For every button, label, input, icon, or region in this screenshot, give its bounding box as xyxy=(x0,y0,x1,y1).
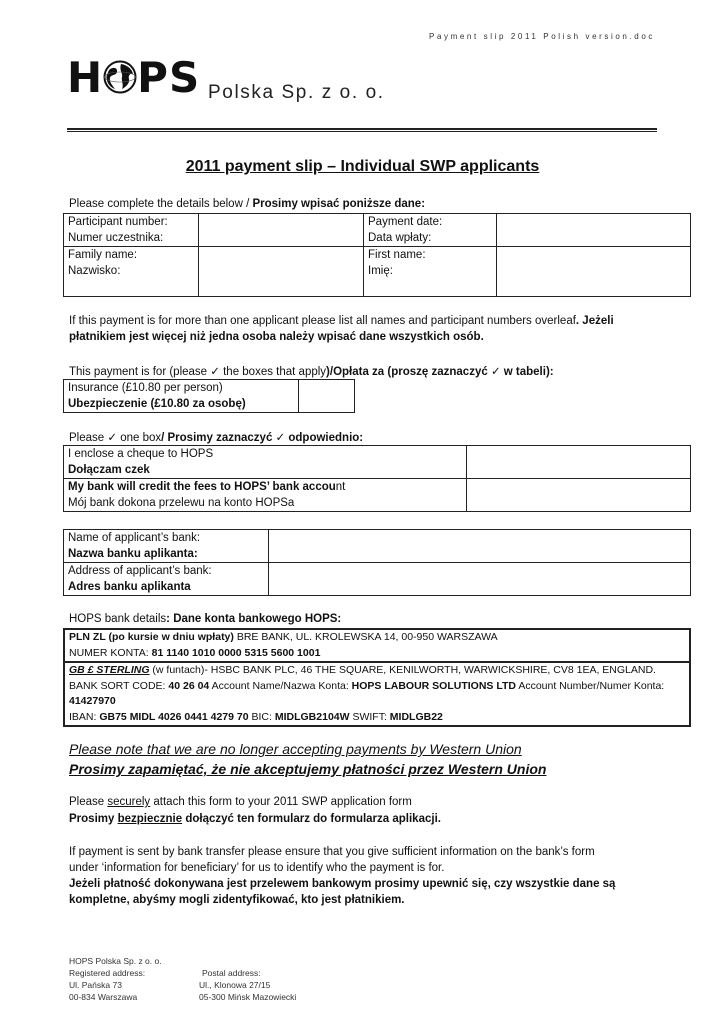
pln-account-cell: PLN ZL (po kursie w dniu wpłaty) BRE BANK, UL. KROLEWSKA 14, 00-950 WARSZAWA NUMER KONTA: 81 1140 1010 0000 5315 5600 1001 xyxy=(64,629,690,662)
transfer-option-label: My bank will credit the fees to HOPS’ bank account Mój bank dokona przelewu na konto HOPSa xyxy=(64,479,467,512)
multi-applicant-note: If this payment is for more than one applicant please list all names and participant numbers overleaf. Jeżeli xyxy=(69,315,614,327)
western-union-notice-pl: Prosimy zapamiętać, że nie akceptujemy płatności przez Western Union xyxy=(69,761,547,777)
western-union-notice-en: Please note that we are no longer accepting payments by Western Union xyxy=(69,741,522,757)
globe-icon xyxy=(103,60,137,94)
participant-number-field[interactable] xyxy=(199,214,364,247)
applicant-bank-table xyxy=(63,529,691,596)
family-name-field[interactable] xyxy=(199,247,364,297)
tick-icon: ✓ xyxy=(107,430,117,444)
footer-postal-label: Postal address: xyxy=(202,968,261,978)
transfer-info-pl-2: kompletne, abyśmy mogli zidentyfikować, kto jest płatnikiem. xyxy=(69,894,405,906)
first-name-field[interactable] xyxy=(497,247,691,297)
transfer-info-en-2: under ‘information for beneficiary’ for us to identify who the payment is for. xyxy=(69,862,445,874)
hops-bank-heading: HOPS bank details: Dane konta bankowego HOPS: xyxy=(69,613,342,625)
transfer-info-pl-1: Jeżeli płatność dokonywana jest przelewem bankowym prosimy upewnić się, czy wszystkie dane są xyxy=(69,878,616,890)
payment-for-heading: This payment is for (please ✓ the boxes that apply)/Opłata za (proszę zaznaczyć ✓ w tabeli): xyxy=(69,364,554,378)
payment-date-field[interactable] xyxy=(497,214,691,247)
cheque-option-label: I enclose a cheque to HOPS Dołączam czek xyxy=(64,446,467,479)
document-filename: Payment slip 2011 Polish version.doc xyxy=(429,32,655,41)
payment-method-table xyxy=(63,445,691,512)
gbp-account-cell: GB £ STERLING (w funtach)- HSBC BANK PLC, 46 THE SQUARE, KENILWORTH, WARWICKSHIRE, CV8 1EA, ENGLAND. BANK SORT CODE: 40 26 04 Account Name/Nazwa Konta: HOPS LABOUR SOLUTIONS LTD Account Number/Numer Konta: 41427970 IBAN: GB75 MIDL 4026 0441 4279 70 BIC: MIDLGB2104W SWIFT: MIDLGB22 xyxy=(64,662,690,726)
footer-postal-street: Ul., Klonowa 27/15 xyxy=(199,980,271,990)
tick-icon: ✓ xyxy=(275,430,286,444)
payment-date-label: Payment date: Data wpłaty: xyxy=(364,214,497,247)
applicant-details-table xyxy=(63,213,691,297)
details-intro: Please complete the details below / Prosimy wpisać poniższe dane: xyxy=(69,198,426,210)
multi-applicant-note-pl: płatnikiem jest więcej niż jedna osoba należy wpisać dane wszystkich osób. xyxy=(69,331,484,343)
header-divider-thin xyxy=(67,131,657,132)
header-divider xyxy=(67,128,657,130)
cheque-checkbox[interactable] xyxy=(467,446,691,479)
applicant-bank-address-field[interactable] xyxy=(269,563,691,596)
footer-postal-city: 05-300 Mińsk Mazowiecki xyxy=(199,992,297,1002)
first-name-label: First name: Imię: xyxy=(364,247,497,297)
footer-company: HOPS Polska Sp. z o. o. xyxy=(69,956,162,966)
attach-instruction-pl: Prosimy bezpiecznie dołączyć ten formularz do formularza aplikacji. xyxy=(69,813,441,825)
hops-bank-details-table xyxy=(63,628,691,727)
transfer-info-en-1: If payment is sent by bank transfer please ensure that you give sufficient information on the bank’s form xyxy=(69,846,595,858)
tick-icon: ✓ xyxy=(490,364,501,378)
applicant-bank-name-label: Name of applicant’s bank: Nazwa banku aplikanta: xyxy=(64,530,269,563)
payment-method-heading: Please ✓ one box/ Prosimy zaznaczyć ✓ odpowiednio: xyxy=(69,430,364,444)
transfer-checkbox[interactable] xyxy=(467,479,691,512)
insurance-table xyxy=(63,379,355,413)
applicant-bank-name-field[interactable] xyxy=(269,530,691,563)
attach-instruction-en: Please securely attach this form to your 2011 SWP application form xyxy=(69,796,412,808)
footer-registered-street: Ul. Pańska 73 xyxy=(69,980,122,990)
insurance-checkbox[interactable] xyxy=(299,380,355,413)
footer-registered-city: 00-834 Warszawa xyxy=(69,992,138,1002)
applicant-bank-address-label: Address of applicant’s bank: Adres banku aplikanta xyxy=(64,563,269,596)
family-name-label: Family name: Nazwisko: xyxy=(64,247,199,297)
company-name: Polska Sp. z o. o. xyxy=(208,82,385,103)
participant-number-label: Participant number: Numer uczestnika: xyxy=(64,214,199,247)
page-title: 2011 payment slip – Individual SWP applicants xyxy=(185,158,540,175)
tick-icon: ✓ xyxy=(210,364,220,378)
insurance-label: Insurance (£10.80 per person) Ubezpieczenie (£10.80 za osobę) xyxy=(64,380,299,413)
footer-registered-label: Registered address: xyxy=(69,968,146,978)
hops-logo: H PS xyxy=(67,53,201,102)
